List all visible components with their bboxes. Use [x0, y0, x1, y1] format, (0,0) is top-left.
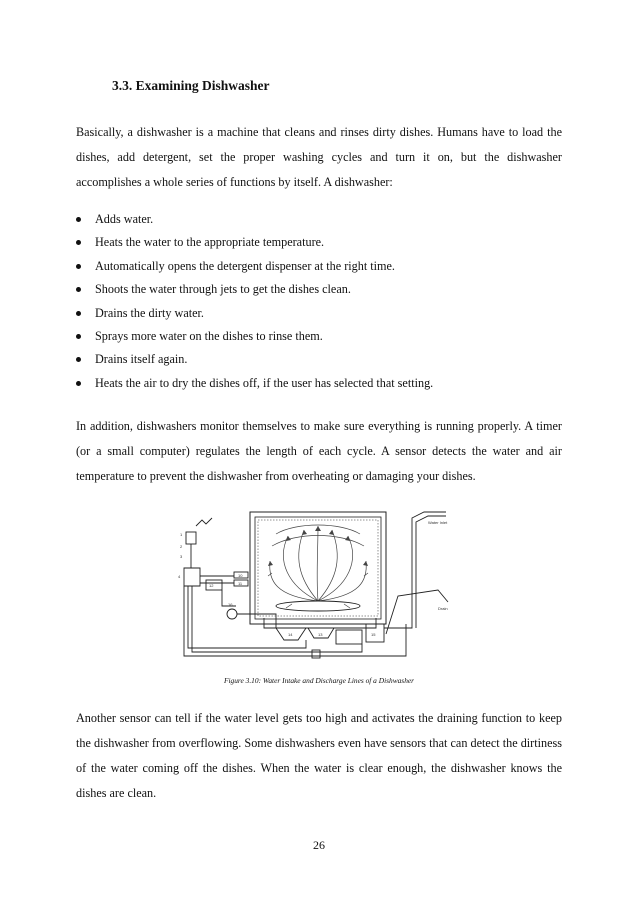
label-15: 15 [371, 632, 376, 637]
list-item [76, 302, 562, 325]
motor-link [237, 614, 276, 628]
switch-1 [186, 532, 196, 544]
function-list [76, 208, 562, 395]
label-water-inlet: Water Inlet [428, 520, 448, 525]
list-item [76, 278, 562, 301]
label-12: 12 [209, 583, 214, 588]
bullet-icon [76, 357, 81, 362]
section-heading: 3.3. Examining Dishwasher [112, 78, 270, 93]
bullet-icon [76, 334, 81, 339]
sump [264, 618, 376, 628]
list-item [76, 255, 562, 278]
label-16: 16 [228, 602, 233, 607]
bullet-icon [76, 264, 81, 269]
wiring-pump [188, 586, 306, 648]
list-item-text: Drains itself again. [95, 352, 188, 367]
label-10: 10 [238, 573, 243, 578]
heater-box [336, 630, 362, 644]
bullet-icon [76, 217, 81, 222]
list-item-text: Heats the water to the appropriate temperature. [95, 235, 325, 250]
label-11: 11 [238, 581, 243, 586]
list-item-text: Automatically opens the detergent dispenser at the right time. [95, 258, 395, 273]
power-cord [196, 518, 212, 526]
dishwasher-diagram [176, 506, 466, 666]
sensors-paragraph: Another sensor can tell if the water level gets too high and activates the draining function to keep the dishwasher from overflowing. Some dishwashers even have sensors that can detect the dirtiness of the water coming off the dishes. When the water is clear enough, the dishwasher knows the dishes are clean. [76, 711, 562, 800]
bullet-icon [76, 381, 81, 386]
bullet-icon [76, 311, 81, 316]
label-1: 1 [180, 532, 183, 537]
label-2: 2 [180, 544, 183, 549]
intro-paragraph: Basically, a dishwasher is a machine that cleans and rinses dirty dishes. Humans have to load the dishes, add detergent, set the proper washing cycles and turn it on, but the dishwasher accomplishes a whole series of functions by itself. A dishwasher: [76, 125, 562, 189]
drain-hose [386, 590, 448, 634]
drain-valve [312, 650, 320, 658]
label-13: 13 [318, 632, 323, 637]
label-4: 4 [178, 574, 181, 579]
bullet-icon [76, 287, 81, 292]
list-item [76, 372, 562, 395]
bullet-icon [76, 240, 81, 245]
list-item-text: Heats the air to dry the dishes off, if the user has selected that setting. [95, 375, 434, 390]
motor-16 [227, 609, 237, 619]
list-item [76, 325, 562, 348]
label-3: 3 [180, 554, 183, 559]
list-item [76, 231, 562, 254]
list-item [76, 208, 562, 231]
label-drain: Drain [438, 606, 448, 611]
list-item-text: Drains the dirty water. [95, 305, 204, 320]
water-inlet-line-inner [416, 516, 446, 628]
spray-pattern [268, 525, 368, 608]
list-item [76, 348, 562, 371]
list-item-text: Shoots the water through jets to get the dishes clean. [95, 282, 351, 297]
page-number: 26 [313, 838, 325, 852]
figure-caption: Figure 3.10: Water Intake and Discharge Lines of a Dishwasher [223, 676, 415, 685]
list-item-text: Sprays more water on the dishes to rinse them. [95, 328, 323, 343]
monitoring-paragraph: In addition, dishwashers monitor themselves to make sure everything is running properly. A timer (or a small computer) regulates the length of each cycle. A sensor detects the water and air temperature to prevent the dishwasher from overheating or damaging your dishes. [76, 419, 562, 483]
label-14: 14 [288, 632, 293, 637]
list-item-text: Adds water. [95, 212, 154, 226]
control-module [184, 544, 200, 586]
